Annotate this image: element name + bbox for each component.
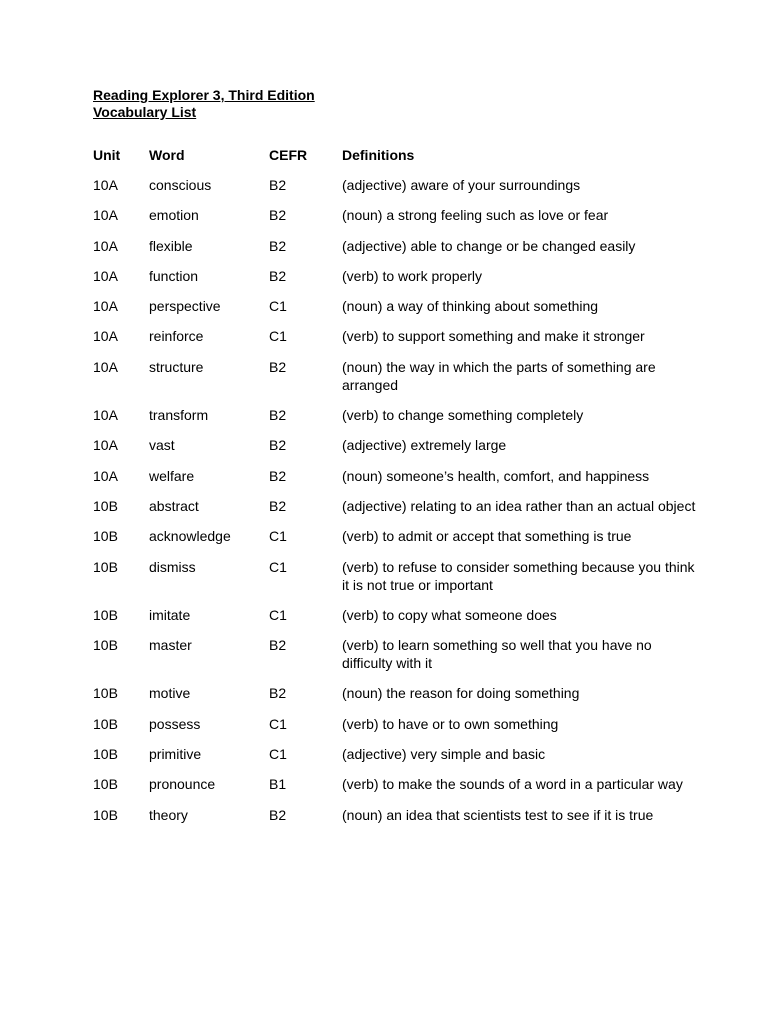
cell-definition: (verb) to make the sounds of a word in a particular way — [342, 776, 683, 793]
table-row — [93, 684, 703, 714]
header-cefr: CEFR — [269, 147, 308, 163]
table-row — [93, 467, 703, 497]
document-page — [93, 87, 713, 836]
cell-definition: (verb) to support something and make it stronger — [342, 328, 645, 345]
cell-word: emotion — [149, 207, 199, 224]
cell-cefr: C1 — [269, 298, 287, 315]
cell-definition: (adjective) relating to an idea rather than an actual object — [342, 497, 696, 514]
cell-definition: (adjective) extremely large — [342, 437, 507, 454]
cell-definition: (verb) to learn something so well that you have no difficulty with it — [342, 637, 652, 672]
table-row — [93, 327, 703, 357]
cell-cefr: C1 — [269, 528, 287, 545]
cell-definition: (verb) to have or to own something — [342, 715, 559, 732]
cell-word: acknowledge — [149, 528, 231, 545]
cell-unit: 10A — [93, 298, 118, 315]
cell-cefr: B2 — [269, 177, 287, 193]
cell-definition: (adjective) very simple and basic — [342, 746, 546, 763]
header-word: Word — [149, 147, 185, 163]
table-row — [93, 606, 703, 636]
vocabulary-table — [93, 146, 703, 836]
document-subtitle: Vocabulary List — [93, 104, 197, 120]
cell-unit: 10A — [93, 177, 118, 193]
cell-unit: 10B — [93, 746, 118, 763]
cell-word: conscious — [149, 177, 212, 193]
cell-word: flexible — [149, 237, 193, 254]
cell-definition: (adjective) able to change or be changed easily — [342, 237, 636, 254]
cell-word: structure — [149, 358, 204, 375]
cell-unit: 10B — [93, 806, 118, 823]
cell-word: welfare — [149, 467, 195, 484]
table-row — [93, 436, 703, 466]
cell-unit: 10B — [93, 497, 118, 514]
cell-word: transform — [149, 407, 209, 424]
cell-cefr: B2 — [269, 237, 287, 254]
cell-cefr: B2 — [269, 407, 287, 424]
cell-word: perspective — [149, 298, 221, 315]
cell-unit: 10A — [93, 207, 118, 224]
table-row — [93, 527, 703, 557]
cell-word: function — [149, 267, 199, 284]
header-unit: Unit — [93, 147, 121, 163]
cell-definition: (verb) to change something completely — [342, 407, 584, 424]
cell-cefr: C1 — [269, 746, 287, 763]
cell-unit: 10B — [93, 637, 118, 654]
cell-definition: (verb) to admit or accept that something is true — [342, 528, 632, 545]
cell-word: theory — [149, 806, 188, 823]
cell-word: motive — [149, 685, 191, 702]
cell-cefr: C1 — [269, 606, 287, 623]
cell-definition: (verb) to refuse to consider something because you think it is not true or important — [342, 558, 695, 593]
document-title: Reading Explorer 3, Third Edition — [93, 87, 315, 103]
table-row — [93, 745, 703, 775]
cell-word: possess — [149, 715, 201, 732]
cell-unit: 10A — [93, 437, 118, 454]
cell-cefr: B2 — [269, 437, 287, 454]
table-row — [93, 176, 703, 206]
cell-definition: (adjective) aware of your surroundings — [342, 177, 581, 193]
cell-cefr: C1 — [269, 558, 287, 575]
cell-word: primitive — [149, 746, 202, 763]
table-header-row — [93, 146, 703, 176]
cell-unit: 10A — [93, 467, 118, 484]
cell-unit: 10A — [93, 267, 118, 284]
table-row — [93, 636, 703, 684]
cell-unit: 10B — [93, 606, 118, 623]
table-row — [93, 558, 703, 606]
cell-cefr: B2 — [269, 685, 287, 702]
cell-cefr: B2 — [269, 637, 287, 654]
cell-cefr: B2 — [269, 806, 287, 823]
cell-word: imitate — [149, 606, 191, 623]
cell-cefr: B2 — [269, 497, 287, 514]
table-row — [93, 206, 703, 236]
cell-word: pronounce — [149, 776, 216, 793]
cell-cefr: B2 — [269, 207, 287, 224]
cell-definition: (noun) a strong feeling such as love or fear — [342, 207, 609, 224]
cell-unit: 10A — [93, 237, 118, 254]
cell-unit: 10B — [93, 528, 118, 545]
cell-unit: 10B — [93, 685, 118, 702]
cell-word: vast — [149, 437, 175, 454]
cell-cefr: C1 — [269, 328, 287, 345]
cell-definition: (noun) an idea that scientists test to see if it is true — [342, 806, 654, 823]
cell-definition: (verb) to copy what someone does — [342, 606, 557, 623]
table-row — [93, 775, 703, 805]
table-row — [93, 267, 703, 297]
table-row — [93, 406, 703, 436]
cell-unit: 10A — [93, 328, 118, 345]
cell-word: abstract — [149, 497, 199, 514]
cell-unit: 10B — [93, 776, 118, 793]
cell-definition: (noun) a way of thinking about something — [342, 298, 599, 315]
header-definition: Definitions — [342, 147, 415, 163]
cell-definition: (noun) the reason for doing something — [342, 685, 580, 702]
cell-unit: 10A — [93, 358, 118, 375]
table-row — [93, 715, 703, 745]
table-row — [93, 297, 703, 327]
cell-cefr: B1 — [269, 776, 287, 793]
table-row — [93, 237, 703, 267]
cell-cefr: B2 — [269, 467, 287, 484]
cell-definition: (noun) the way in which the parts of something are arranged — [342, 358, 656, 393]
cell-word: master — [149, 637, 192, 654]
table-row — [93, 497, 703, 527]
table-row — [93, 358, 703, 406]
cell-word: dismiss — [149, 558, 196, 575]
cell-cefr: B2 — [269, 267, 287, 284]
cell-word: reinforce — [149, 328, 204, 345]
cell-cefr: C1 — [269, 715, 287, 732]
cell-unit: 10A — [93, 407, 118, 424]
cell-definition: (noun) someone’s health, comfort, and happiness — [342, 467, 650, 484]
cell-unit: 10B — [93, 558, 118, 575]
table-row — [93, 806, 703, 836]
cell-cefr: B2 — [269, 358, 287, 375]
cell-unit: 10B — [93, 715, 118, 732]
cell-definition: (verb) to work properly — [342, 267, 483, 284]
